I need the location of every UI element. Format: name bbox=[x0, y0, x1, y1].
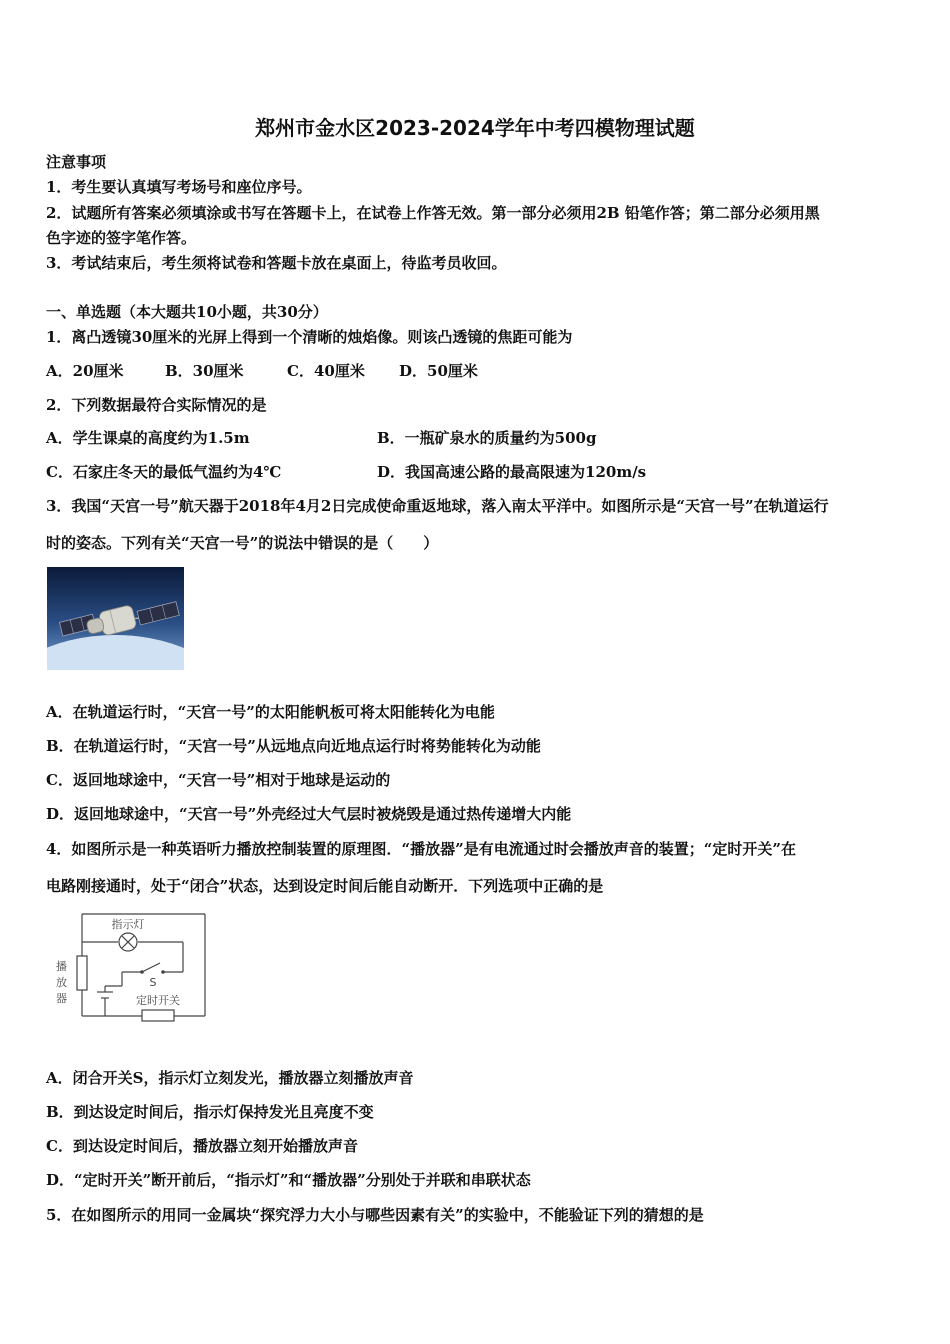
q1-option-c: C．40厘米 bbox=[287, 362, 365, 380]
lamp-label: 指示灯 bbox=[111, 918, 145, 931]
q3-option-a: A．在轨道运行时，“天宫一号”的太阳能帆板可将太阳能转化为电能 bbox=[46, 703, 495, 721]
question-4-stem-cont: 电路刚接通时，处于“闭合”状态，达到设定时间后能自动断开．下列选项中正确的是 bbox=[46, 877, 604, 895]
q4-option-d: D．“定时开关”断开前后，“指示灯”和“播放器”分别处于并联和串联状态 bbox=[46, 1171, 531, 1189]
switch-label: S bbox=[149, 976, 157, 989]
question-3-stem: 3．我国“天宫一号”航天器于2018年4月2日完成使命重返地球，落入南太平洋中。如图所示是“天宫一号”在轨道运行 bbox=[46, 497, 829, 515]
q2-option-c: C．石家庄冬天的最低气温约为4℃ bbox=[46, 463, 282, 481]
question-2-stem: 2．下列数据最符合实际情况的是 bbox=[46, 396, 267, 414]
notice-item: 1．考生要认真填写考场号和座位序号。 bbox=[46, 178, 312, 196]
q3-option-d: D．返回地球途中，“天宫一号”外壳经过大气层时被烧毁是通过热传递增大内能 bbox=[46, 805, 572, 823]
q1-option-d: D．50厘米 bbox=[399, 362, 478, 380]
q3-option-b: B．在轨道运行时，“天宫一号”从远地点向近地点运行时将势能转化为动能 bbox=[46, 737, 541, 755]
q2-option-b: B．一瓶矿泉水的质量约为500g bbox=[377, 429, 597, 447]
q2-option-a: A．学生课桌的高度约为1.5m bbox=[46, 429, 250, 447]
question-1-stem: 1．离凸透镜30厘米的光屏上得到一个清晰的烛焰像。则该凸透镜的焦距可能为 bbox=[46, 328, 573, 346]
q1-option-a: A．20厘米 bbox=[46, 362, 124, 380]
q4-option-c: C．到达设定时间后，播放器立刻开始播放声音 bbox=[46, 1137, 358, 1155]
player-label: 播 放 器 bbox=[56, 960, 67, 1005]
question-4-stem: 4．如图所示是一种英语听力播放控制装置的原理图．“播放器”是有电流通过时会播放声音的装置；“定时开关”在 bbox=[46, 840, 796, 858]
question-3-stem-cont: 时的姿态。下列有关“天宫一号”的说法中错误的是（ ） bbox=[46, 534, 439, 552]
q3-option-c: C．返回地球途中，“天宫一号”相对于地球是运动的 bbox=[46, 771, 391, 789]
q4-option-a: A．闭合开关S，指示灯立刻发光，播放器立刻播放声音 bbox=[46, 1069, 414, 1087]
notice-heading: 注意事项 bbox=[46, 153, 107, 171]
question-5-stem: 5．在如图所示的用同一金属块“探究浮力大小与哪些因素有关”的实验中，不能验证下列的猜想的是 bbox=[46, 1206, 704, 1224]
q4-option-b: B．到达设定时间后，指示灯保持发光且亮度不变 bbox=[46, 1103, 374, 1121]
circuit-diagram bbox=[50, 906, 210, 1024]
notice-item: 3．考试结束后，考生须将试卷和答题卡放在桌面上，待监考员收回。 bbox=[46, 254, 507, 272]
page-title: 郑州市金水区2023-2024学年中考四模物理试题 bbox=[255, 116, 695, 140]
notice-item: 色字迹的签字笔作答。 bbox=[46, 229, 197, 247]
timer-label: 定时开关 bbox=[136, 994, 180, 1007]
tiangong-satellite-image bbox=[47, 567, 184, 670]
q2-option-d: D．我国高速公路的最高限速为120m/s bbox=[377, 463, 647, 481]
q1-option-b: B．30厘米 bbox=[165, 362, 244, 380]
notice-item: 2．试题所有答案必须填涂或书写在答题卡上，在试卷上作答无效。第一部分必须用2B 铅笔作答；第二部分必须用黑 bbox=[46, 204, 820, 222]
section-heading: 一、单选题（本大题共10小题，共30分） bbox=[46, 303, 328, 321]
